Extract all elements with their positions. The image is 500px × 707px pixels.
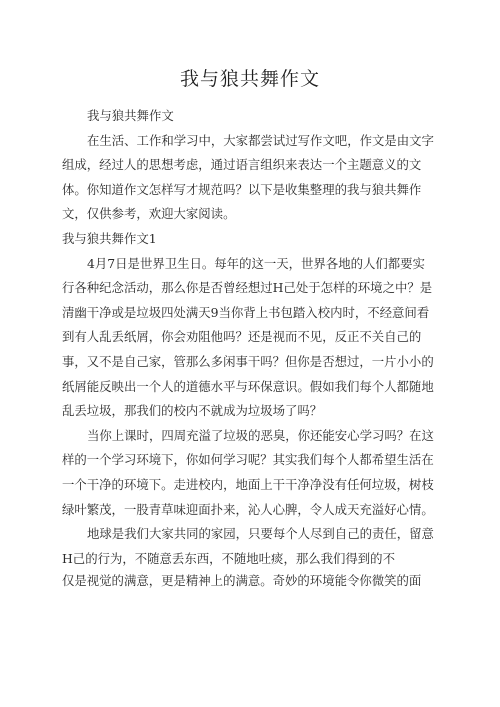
document-body	[62, 104, 434, 590]
document-title: 我与狼共舞作文	[179, 68, 320, 90]
tail-line-1: 仅是视觉的满意，更是精神上的满意。奇妙的环境能令你微笑的面	[62, 573, 422, 589]
document-subtitle: 我与狼共舞作文	[87, 108, 174, 123]
section-heading: 我与狼共舞作文1	[62, 230, 157, 246]
body-paragraph-2: 当你上课时，四周充溢了垃圾的恶臭，你还能安心学习吗？在这样的一个学习环境下，你如何学习呢？其实我们每个人都希望生活在一个干净的环境下。走进校内，地面上干干净净没有任何垃圾，树枝绿叶繁茂，一股青草味迎面扑来，沁人心脾，令人成天充溢好心情。	[62, 427, 434, 517]
body-paragraph-3: 地球是我们大家共同的家园，只要每个人尽到自己的责任，留意H己的行为，不随意丢东西，不随地吐痰，那么我们得到的不	[62, 526, 434, 566]
intro-paragraph: 在生活、工作和学习中，大家都尝试过写作文吧，作文是由文字组成，经过人的思想考虑，通过语言组织来表达一个主题意义的文体。你知道作文怎样写才规范吗？以下是收集整理的我与狼共舞作文，仅供参考，欢迎大家阅读。	[62, 132, 434, 222]
tail-lines	[62, 571, 434, 590]
body-paragraph-1: 4月7日是世界卫生日。每年的这一天，世界各地的人们都要实行各种纪念活动，那么你是否曾经想过H己处于怎样的环境之中？是清幽干净或是垃圾四处满天9当你背上书包踏入校内时，不经意间看到有人乱丢纸屑，你会劝阻他吗？还是视而不见，反正不关自己的事，又不是自己家，管那么多闲事干吗？但你是否想过，一片小小的纸屑能反映出一个人的道德水平与环保意识。假如我们每个人都随地乱丢垃圾，那我们的校内不就成为垃圾场了吗？	[62, 255, 434, 419]
